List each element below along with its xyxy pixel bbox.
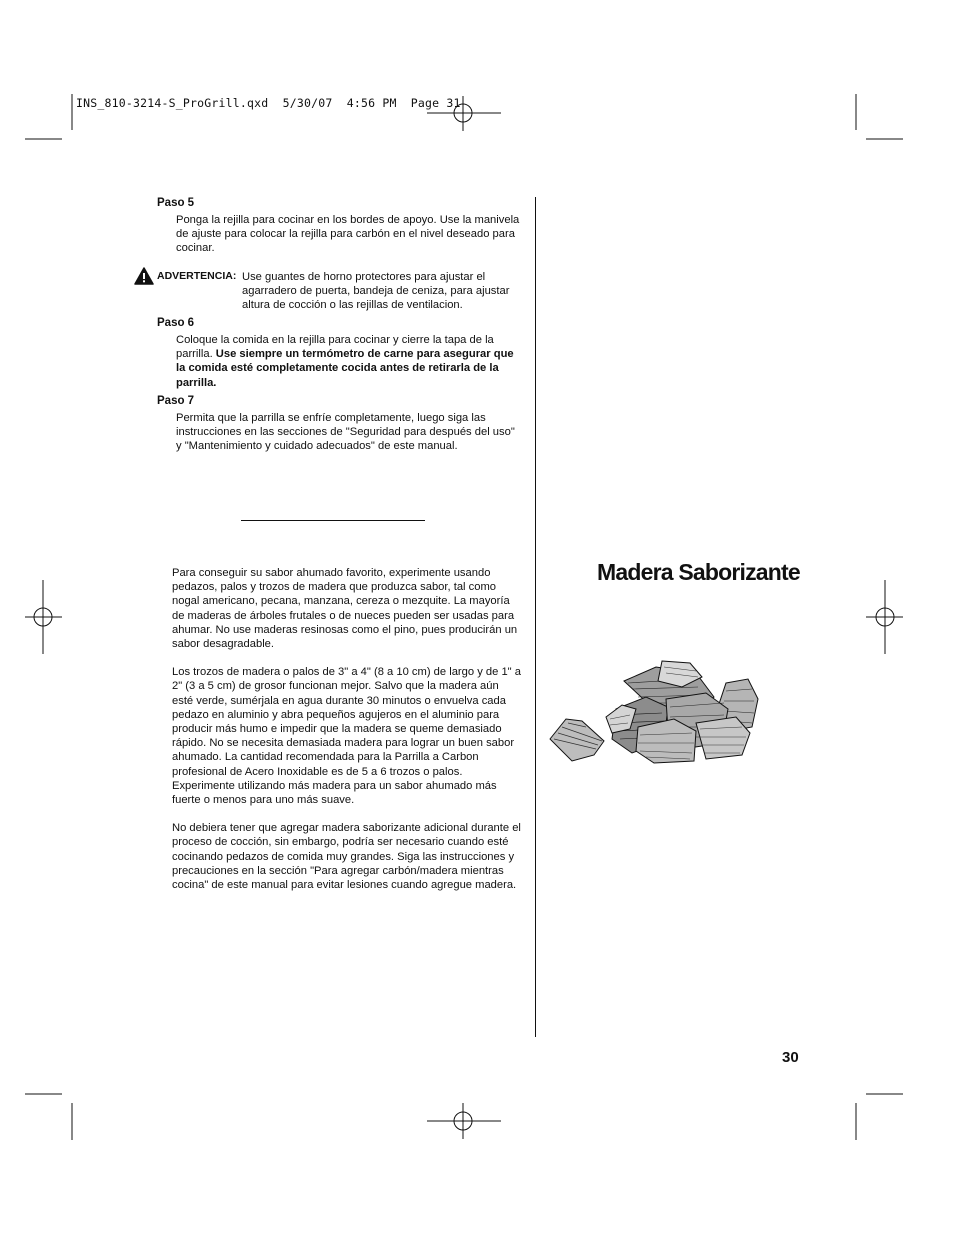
page-number: 30 bbox=[782, 1049, 799, 1066]
section-divider-rule bbox=[241, 520, 425, 521]
warning-label: ADVERTENCIA: bbox=[157, 270, 237, 282]
step-7-label: Paso 7 bbox=[157, 395, 195, 407]
section-title: Madera Saborizante bbox=[597, 559, 800, 585]
warning-text: Use guantes de horno protectores para ajustar el agarradero de puerta, bandeja de ceniza, para ajustar altura de cocción o las rejillas de ventilacion. bbox=[242, 271, 510, 312]
warning-triangle-icon bbox=[134, 267, 154, 285]
wood-paragraph-2: Los trozos de madera o palos de 3" a 4" (8 a 10 cm) de largo y de 1" a 2" (3 a 5 cm) de grosor funcionan mejor. Salvo que la madera aún esté verde, sumérjala en agua durante 30 minutos o envuelva cada pedazo en aluminio y abra pequeños agujeros en el aluminio para producir más humo e impedir que la madera se queme demasiado rápido. No se necesita demasiada madera para lograr un buen sabor ahumado. La cantidad recomendada para la Parrilla a Carbon profesional de Acero Inoxidable es de 5 a 6 trozos o palos. Experimente utilizando más madera para un sabor ahumado más fuerte o menos para uno más suave. bbox=[172, 666, 521, 807]
step-6-label: Paso 6 bbox=[157, 317, 195, 329]
step-5-label: Paso 5 bbox=[157, 197, 195, 209]
wood-chunks-icon bbox=[546, 657, 761, 765]
file-slug-header: INS_810-3214-S_ProGrill.qxd 5/30/07 4:56 PM Page 31 bbox=[76, 96, 461, 110]
step-7-text: Permita que la parrilla se enfríe completamente, luego siga las instrucciones en las secciones de "Seguridad para después del uso" y "Mantenimiento y cuidado adecuados" de este manual. bbox=[176, 412, 515, 453]
column-divider-rule bbox=[535, 197, 536, 1037]
step-6-text-plain: Coloque la comida en la rejilla para cocinar y cierre la tapa de la parrilla. bbox=[176, 334, 494, 361]
step-5-text: Ponga la rejilla para cocinar en los bordes de apoyo. Use la manivela de ajuste para colocar la rejilla para carbón en el nivel deseado para cocinar. bbox=[176, 214, 520, 255]
step-6-text-bold: Use siempre un termómetro de carne para asegurar que la comida esté completamente cocida antes de retirarla de la parrilla. bbox=[176, 348, 514, 389]
step-6-text bbox=[176, 333, 521, 390]
wood-paragraph-1: Para conseguir su sabor ahumado favorito, experimente usando pedazos, palos y trozos de madera que produzca sabor, tal como nogal americano, pecana, manzana, cereza o mezquite. La mayoría de maderas de árboles frutales o de nueces pueden ser usadas para ahumar. No use maderas resinosas como el pino, pues producirán un sabor desagradable. bbox=[172, 567, 518, 651]
wood-paragraph-list bbox=[172, 566, 522, 892]
wood-paragraph-3: No debiera tener que agregar madera saborizante adicional durante el proceso de cocción, sin embargo, podría ser necesario cuando esté cocinando pedazos de comida muy grandes. Siga las instrucciones y precauciones en la sección "Para agregar carbón/madera mientras cocina" de este manual para evitar lesiones cuando agregue madera. bbox=[172, 822, 521, 892]
